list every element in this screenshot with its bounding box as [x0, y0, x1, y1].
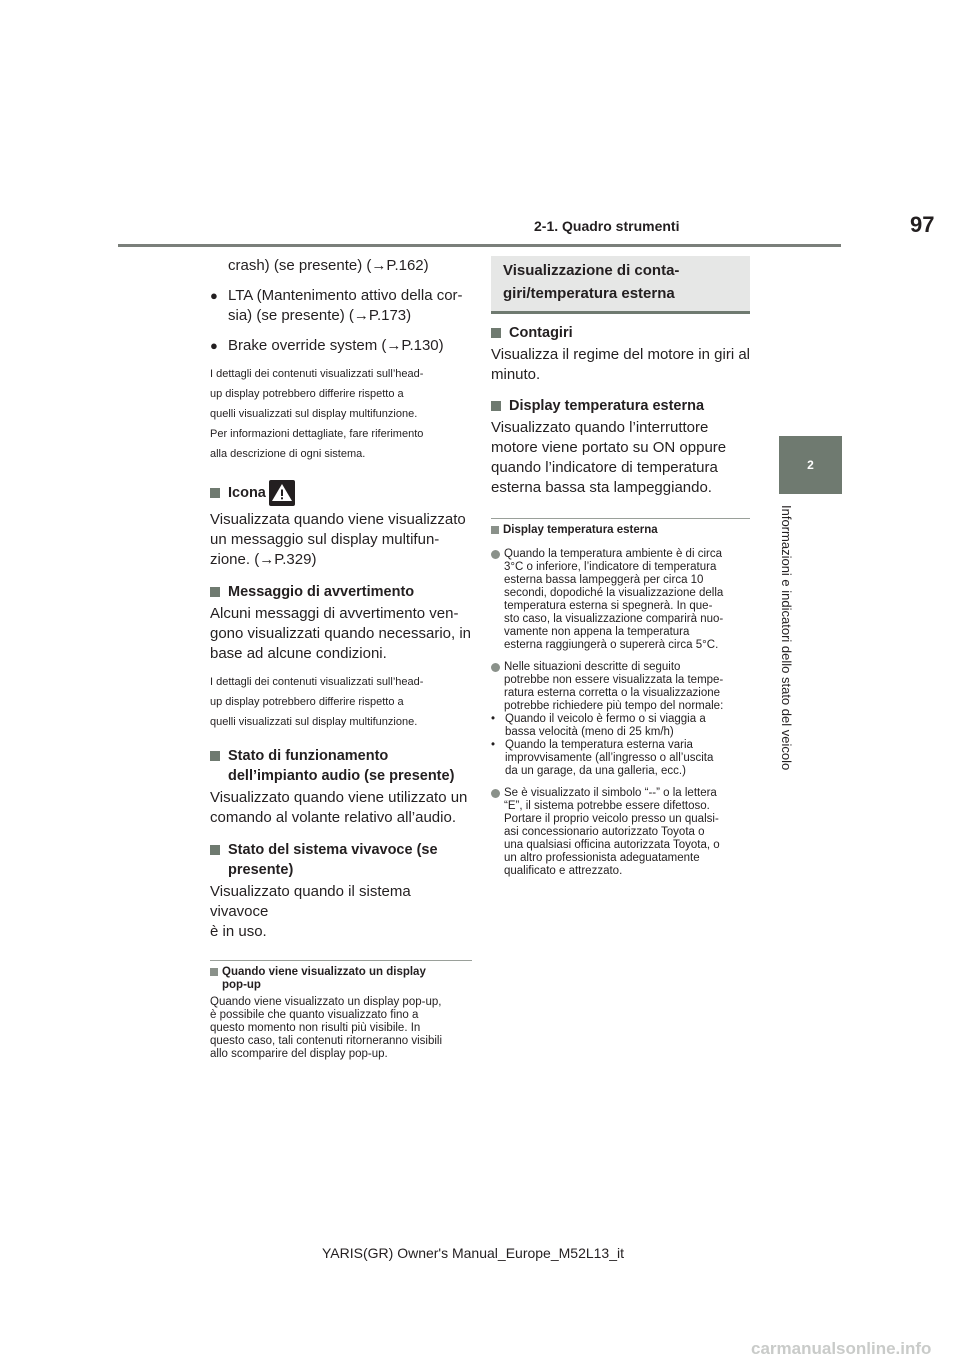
section-heading-box [491, 256, 750, 314]
audio-heading-text: Stato di funzionamento [228, 748, 389, 764]
messaggio-text: Alcuni messaggi di avvertimento ven- [210, 605, 459, 622]
section-title: 2-1. Quadro strumenti [534, 218, 680, 234]
messaggio-heading-text: Messaggio di avvertimento [228, 584, 415, 600]
note-item-line: sto caso, la visualizzazione comparirà nuo- [504, 613, 724, 625]
section-heading: Visualizzazione di conta- [503, 262, 680, 279]
square-bullet-icon [491, 526, 499, 534]
temperatura-heading-text: Display temperatura esterna [509, 398, 705, 414]
note-line: Per informazioni dettagliate, fare riferimento [210, 428, 424, 440]
bullet-icon: ● [210, 288, 218, 303]
dot-bullet-icon: • [491, 739, 496, 751]
vivavoce-text: è in uso. [210, 923, 267, 940]
popup-text: allo scomparire del display pop-up. [210, 1048, 388, 1060]
messaggio-heading [210, 582, 472, 602]
square-bullet-icon [210, 488, 220, 498]
dot-bullet-icon: • [491, 713, 496, 725]
note-line: I dettagli dei contenuti visualizzati sull’head- [210, 676, 424, 688]
manual-footer: YARIS(GR) Owner's Manual_Europe_M52L13_it [322, 1245, 624, 1261]
temperatura-heading [491, 396, 750, 416]
note-item-line: Nelle situazioni descritte di seguito [504, 661, 681, 673]
note-item-line: esterna raggiungerà o supererà circa 5°C. [504, 639, 719, 651]
contagiri-text: minuto. [491, 366, 541, 383]
note-item-line: secondi, dopodiché la visualizzazione della [504, 587, 724, 599]
temperatura-text: esterna bassa sta lampeggiando. [491, 479, 712, 496]
icona-text: un messaggio sul display multifun- [210, 531, 440, 548]
square-bullet-icon [210, 587, 220, 597]
bullet-text: crash) (se presente) (→P.162) [228, 257, 429, 274]
note-item-line: potrebbe richiedere più tempo del normale: [504, 700, 724, 712]
messaggio-text: base ad alcune condizioni. [210, 645, 387, 662]
note-sub-item [491, 739, 750, 778]
temperatura-text: motore viene portato su ON oppure [491, 439, 727, 456]
note-paragraph [210, 364, 472, 464]
popup-text: questo caso, tali contenuti ritorneranno visibili [210, 1035, 443, 1047]
square-bullet-icon [210, 751, 220, 761]
note-item-line: potrebbe non essere visualizzata la tempe- [504, 674, 724, 686]
temperatura-note-heading [491, 524, 750, 537]
square-bullet-icon [491, 401, 501, 411]
popup-text: Quando viene visualizzato un display pop-up, [210, 996, 442, 1008]
chapter-label-wrap [779, 505, 819, 795]
note-item [491, 787, 750, 878]
warning-triangle-icon [269, 480, 295, 506]
note-item-line: bassa velocità (meno di 25 km/h) [505, 726, 674, 738]
temperatura-note-heading-text: Display temperatura esterna [503, 524, 658, 536]
icona-text: zione. (→P.329) [210, 551, 317, 568]
note-item [491, 661, 750, 713]
icona-heading [210, 480, 472, 506]
note-item-line: Quando il veicolo è fermo o si viaggia a [505, 713, 706, 725]
bullet-item [210, 336, 472, 356]
circle-bullet-icon [491, 663, 500, 672]
note-item-line: 3°C o inferiore, l’indicatore di temperatura [504, 561, 717, 573]
note-item-line: Quando la temperatura esterna varia [505, 739, 693, 751]
note-item-line: improvvisamente (all’ingresso o all’uscita [505, 752, 714, 764]
bullet-item [210, 286, 472, 326]
note-sub-item [491, 713, 750, 739]
right-column [491, 256, 750, 878]
square-bullet-icon [210, 845, 220, 855]
note-item-line: Quando la temperatura ambiente è di circa [504, 548, 722, 560]
bullet-text: Brake override system (→P.130) [228, 337, 444, 354]
bullet-continuation [210, 256, 472, 276]
note-item-line: un altro professionista adeguatamente [504, 852, 700, 864]
popup-note-heading [210, 966, 472, 992]
circle-bullet-icon [491, 550, 500, 559]
audio-text: comando al volante relativo all’audio. [210, 809, 456, 826]
header-rule [118, 244, 841, 247]
audio-text: Visualizzato quando viene utilizzato un [210, 789, 468, 806]
popup-text: è possibile che quanto visualizzato fino a [210, 1009, 419, 1021]
circle-bullet-icon [491, 789, 500, 798]
contagiri-heading [491, 323, 750, 343]
icona-text: Visualizzata quando viene visualizzato [210, 511, 466, 528]
icona-heading-text: Icona [228, 485, 266, 501]
note-item-line: Portare il proprio veicolo presso un qualsi- [504, 813, 719, 825]
watermark: carmanualsonline.info [751, 1339, 932, 1358]
messaggio-text: gono visualizzati quando necessario, in [210, 625, 471, 642]
note-item-line: Se è visualizzato il simbolo “--” o la lettera [504, 787, 717, 799]
contagiri-text: Visualizza il regime del motore in giri al [491, 346, 750, 363]
vivavoce-heading-text: Stato del sistema vivavoce (se [228, 842, 438, 858]
temperatura-text: Visualizzato quando l’interruttore [491, 419, 709, 436]
popup-heading-text: Quando viene visualizzato un display [222, 966, 426, 978]
note-line: quelli visualizzati sul display multifunzione. [210, 716, 418, 728]
note-line: I dettagli dei contenuti visualizzati sull’head- [210, 368, 424, 380]
chapter-tab [779, 436, 842, 494]
note-item [491, 548, 750, 652]
popup-text: questo momento non risulti più visibile. In [210, 1022, 421, 1034]
bullet-text: LTA (Mantenimento attivo della cor- [228, 287, 463, 304]
page-number: 97 [910, 212, 935, 237]
note-item-line: ratura esterna corretta o la visualizzazione [504, 687, 721, 699]
note-line: up display potrebbero differire rispetto a [210, 696, 404, 708]
section-heading: giri/temperatura esterna [503, 285, 675, 302]
audio-heading [210, 746, 472, 786]
square-bullet-icon [210, 968, 218, 976]
bullet-icon: ● [210, 338, 218, 353]
note-line: up display potrebbero differire rispetto a [210, 388, 404, 400]
chapter-label: Informazioni e indicatori dello stato del veicolo [779, 505, 794, 771]
bullet-text: sia) (se presente) (→P.173) [228, 307, 412, 324]
contagiri-heading-text: Contagiri [509, 325, 573, 341]
left-column [210, 256, 472, 1061]
note-item-line: qualificato e attrezzato. [504, 865, 623, 877]
temperatura-text: quando l’indicatore di temperatura [491, 459, 718, 476]
note-line: quelli visualizzati sul display multifunzione. [210, 408, 418, 420]
vivavoce-text: Visualizzato quando il sistema vivavoce [210, 883, 411, 920]
chapter-number: 2 [807, 458, 814, 472]
vivavoce-heading [210, 840, 472, 880]
audio-heading-text: dell’impianto audio (se presente) [228, 768, 455, 784]
note-item-line: da un garage, da una galleria, ecc.) [505, 765, 686, 777]
note-item-line: asi concessionario autorizzato Toyota o [504, 826, 705, 838]
popup-heading-text: pop-up [222, 979, 261, 991]
note-item-line: esterna bassa lampeggerà per circa 10 [504, 574, 704, 586]
note-item-line: temperatura esterna si spegnerà. In que- [504, 600, 713, 612]
note-item-line: una qualsiasi officina autorizzata Toyota, o [504, 839, 720, 851]
note-line: alla descrizione di ogni sistema. [210, 448, 366, 460]
note-item-line: vamente non appena la temperatura [504, 626, 690, 638]
square-bullet-icon [491, 328, 501, 338]
note-item-line: “E”, il sistema potrebbe essere difettoso. [504, 800, 710, 812]
vivavoce-heading-text: presente) [228, 862, 294, 878]
